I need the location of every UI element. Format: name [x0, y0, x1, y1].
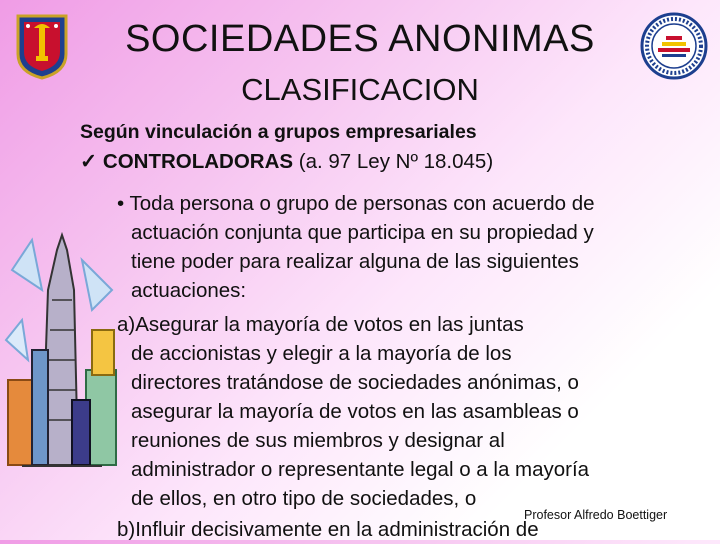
faculty-seal-logo — [640, 12, 708, 80]
bullet-line-2: actuación conjunta que participa en su propiedad y — [131, 221, 594, 244]
item-a-line-4: asegurar la mayoría de votos en las asambleas o — [131, 400, 579, 423]
item-a-line-1: a)Asegurar la mayoría de votos en las juntas — [117, 313, 524, 336]
item-a-line-6: administrador o representante legal o a la mayoría — [131, 458, 590, 481]
section-heading: Según vinculación a grupos empresariales — [80, 121, 477, 143]
check-mark-icon: ✓ — [80, 150, 98, 173]
item-a-line-5: reuniones de sus miembros y designar al — [131, 429, 505, 452]
item-b-line-1: b)Influir decisivamente en la administración de — [117, 518, 539, 541]
bullet-line-4: actuaciones: — [131, 279, 247, 302]
item-a-line-2: de accionistas y elegir a la mayoría de los — [131, 342, 512, 365]
author-credit: Profesor Alfredo Boettiger — [524, 508, 668, 522]
item-a-line-3: directores tratándose de sociedades anónimas, o — [131, 371, 579, 394]
bullet-icon: • — [117, 192, 125, 215]
check-item — [80, 147, 493, 176]
city-buildings-clipart — [2, 230, 120, 475]
item-reference: (a. 97 Ley Nº 18.045) — [298, 150, 494, 173]
item-label: CONTROLADORAS — [102, 150, 294, 173]
slide-title: SOCIEDADES ANONIMAS — [125, 18, 595, 60]
bullet-line-1: • Toda persona o grupo de personas con acuerdo de — [117, 192, 595, 215]
item-a-line-7: de ellos, en otro tipo de sociedades, o — [131, 487, 477, 510]
slide-subtitle: CLASIFICACION — [241, 72, 479, 107]
bullet-line-3: tiene poder para realizar alguna de las siguientes — [131, 250, 579, 273]
